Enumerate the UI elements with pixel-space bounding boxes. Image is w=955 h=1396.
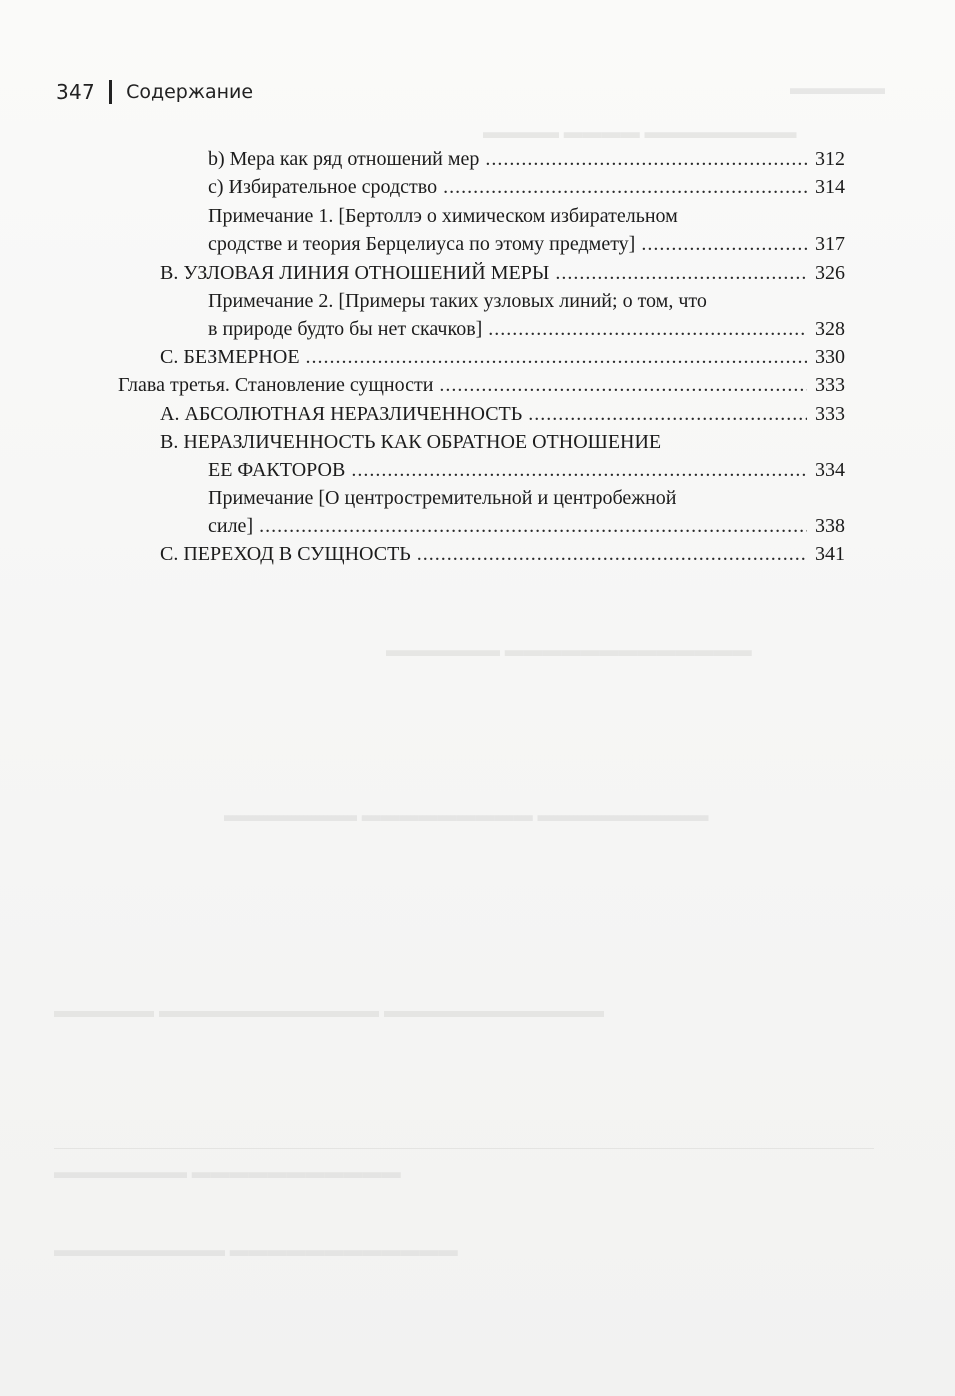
toc-entry-title: Примечание 2. [Примеры таких узловых линий; о том, что [208, 290, 707, 312]
toc-entry-page: 334 [815, 459, 845, 481]
toc-entry-title: Глава третья. Становление сущности [118, 374, 434, 396]
show-through-text: ▬▬▬▬ ▬▬▬▬ ▬▬▬▬▬▬▬▬ [483, 122, 797, 143]
leader-dots [351, 456, 807, 484]
section-title: Содержание [126, 81, 254, 103]
toc-entry-title: Примечание 1. [Бертоллэ о химическом избирательном [208, 205, 678, 227]
toc-entry-page: 330 [815, 346, 845, 368]
toc-entry-page: 314 [815, 176, 845, 198]
toc-entry [160, 343, 845, 371]
leader-dots [641, 230, 807, 258]
toc-entry [208, 145, 845, 173]
leader-dots [417, 540, 807, 568]
toc-entry [160, 400, 845, 428]
toc-entry-page: 341 [815, 543, 845, 565]
page-number: 347 [56, 80, 96, 104]
header-divider [109, 80, 112, 104]
show-through-text: ▬▬▬▬▬▬▬ ▬▬▬▬▬▬▬▬▬▬▬ [54, 1162, 401, 1183]
toc-entry [208, 484, 676, 512]
leader-dots [443, 173, 807, 201]
toc-entry-page: 333 [815, 374, 845, 396]
toc-entry-page: 328 [815, 318, 845, 340]
leader-dots [488, 315, 807, 343]
show-through-rule [54, 1148, 874, 1149]
show-through-text: ▬▬▬▬▬▬ ▬▬▬▬▬▬▬▬▬▬▬▬▬ [386, 640, 752, 661]
toc-entry-title: A. АБСОЛЮТНАЯ НЕРАЗЛИЧЕННОСТЬ [160, 403, 523, 425]
toc-entry-title: Примечание [О центростремительной и центробежной [208, 487, 677, 509]
leader-dots [528, 400, 807, 428]
toc-entry [208, 173, 845, 201]
leader-dots [555, 259, 807, 287]
toc-chapter [118, 371, 845, 399]
toc-entry-title: силе] [208, 515, 254, 537]
toc-entry-continuation [208, 512, 845, 540]
toc-entry-title: сродстве и теория Берцелиуса по этому предмету] [208, 233, 636, 255]
toc-entry-title: B. УЗЛОВАЯ ЛИНИЯ ОТНОШЕНИЙ МЕРЫ [160, 262, 550, 284]
toc-entry-title: в природе будто бы нет скачков] [208, 318, 483, 340]
toc-entry [208, 202, 678, 230]
show-through-text: ▬▬▬▬▬▬▬▬▬ ▬▬▬▬▬▬▬▬▬▬▬▬ [54, 1240, 458, 1261]
toc-entry-title: b) Мера как ряд отношений мер [208, 148, 480, 170]
leader-dots [485, 145, 807, 173]
toc-entry-title: c) Избирательное сродство [208, 176, 438, 198]
show-through-text: ▬▬▬▬▬▬▬ ▬▬▬▬▬▬▬▬▬ ▬▬▬▬▬▬▬▬▬ [224, 805, 709, 826]
toc-entry-continuation [208, 456, 845, 484]
running-header [56, 78, 253, 106]
toc-entry-title: C. БЕЗМЕРНОЕ [160, 346, 300, 368]
leader-dots [306, 343, 807, 371]
toc-entry-page: 312 [815, 148, 845, 170]
toc-entry [208, 287, 707, 315]
leader-dots [439, 371, 807, 399]
toc-entry-page: 317 [815, 233, 845, 255]
toc-entry-page: 333 [815, 403, 845, 425]
show-through-text: ▬▬▬▬▬ ▬▬▬▬▬▬▬▬▬▬▬ ▬▬▬▬▬▬▬▬▬▬▬ [54, 1000, 604, 1022]
toc-entry-title: ЕЕ ФАКТОРОВ [208, 459, 346, 481]
leader-dots [259, 512, 807, 540]
toc-entry-title: B. НЕРАЗЛИЧЕННОСТЬ КАК ОБРАТНОЕ ОТНОШЕНИЕ [160, 431, 662, 453]
toc-entry-page: 326 [815, 262, 845, 284]
toc-entry-title: C. ПЕРЕХОД В СУЩНОСТЬ [160, 543, 411, 565]
toc-entry-continuation [208, 230, 845, 258]
toc-entry [160, 259, 845, 287]
toc-entry [160, 540, 845, 568]
toc-entry [160, 428, 661, 456]
toc-entry-page: 338 [815, 515, 845, 537]
toc-entry-continuation [208, 315, 845, 343]
show-through-text: ▬▬▬▬▬ [790, 78, 885, 99]
